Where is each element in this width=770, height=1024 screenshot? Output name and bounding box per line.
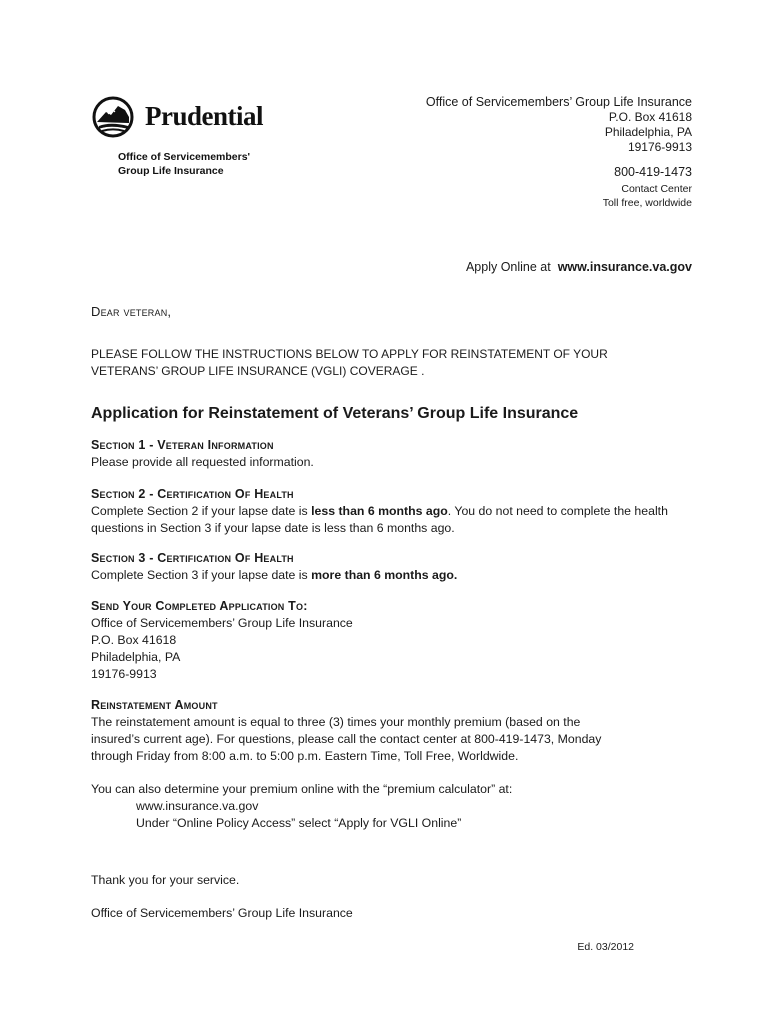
edition: Ed. 03/2012 [577,941,634,953]
calculator-step: Under “Online Policy Access” select “Apply for VGLI Online” [136,816,462,830]
office-address [426,95,692,210]
reinstatement-section [91,697,631,832]
office-phone-note: Toll free, worldwide [602,197,692,209]
apply-online [466,260,692,274]
reinstatement-heading: Reinstatement Amount [91,698,218,712]
rock-of-gibraltar-icon [91,95,135,139]
section-1 [91,437,691,471]
section-2-heading: Section 2 - Certification Of Health [91,487,294,501]
office-zip: 19176-9913 [627,140,692,154]
apply-label: Apply Online at [465,260,551,274]
signature: Office of Servicemembers’ Group Life Insurance [91,906,353,920]
greeting: Dear veteran, [91,304,172,319]
section-2-text: Complete Section 2 if your lapse date is less than 6 months ago. You do not need to complete the health questions in Section 3 if your lapse date is less than 6 months ago. [91,504,668,535]
section-3 [91,550,691,584]
brand-office-subtitle: Office of Servicemembers' Group Life Insurance [118,151,251,177]
send-heading: Send Your Completed Application To: [91,599,308,613]
prudential-logo [91,97,271,137]
section-2 [91,486,691,537]
office-phone: 800-419-1473 [614,165,692,179]
section-1-heading: Section 1 - Veteran Information [91,438,274,452]
section-1-text: Please provide all requested information. [91,455,314,469]
office-name: Office of Servicemembers’ Group Life Insurance [425,95,692,109]
section-3-heading: Section 3 - Certification Of Health [91,551,294,565]
office-phone-label: Contact Center [621,183,692,195]
section-3-text: Complete Section 3 if your lapse date is more than 6 months ago. [91,568,458,582]
send-address: Send Your Completed Application To: Office of Servicemembers’ Group Life Insurance P.O. Box 41618 Philadelphia, PA 19176-9913 [91,598,691,683]
office-city: Philadelphia, PA [604,125,692,139]
reinstatement-text: The reinstatement amount is equal to three (3) times your monthly premium (based on the insured’s current age). For questions, please call the contact center at 800-419-1473, Monday through Friday from 8:00 a.m. to 5:00 p.m. Eastern Time, Toll Free, Worldwide. [91,715,602,763]
calculator-intro: You can also determine your premium online with the “premium calculator” at: [91,782,513,796]
application-title: Application for Reinstatement of Veterans’ Group Life Insurance [91,405,579,422]
apply-url-link[interactable]: www.insurance.va.gov [557,260,692,274]
closing: Thank you for your service. [91,873,240,887]
office-po-box: P.O. Box 41618 [608,110,692,124]
brand-name: Prudential [145,101,264,131]
instructions: PLEASE FOLLOW THE INSTRUCTIONS BELOW TO APPLY FOR REINSTATEMENT OF YOUR VETERANS’ GROUP LIFE INSURANCE (VGLI) COVERAGE . [91,347,608,378]
calculator-url-link[interactable]: www.insurance.va.gov [136,799,259,813]
